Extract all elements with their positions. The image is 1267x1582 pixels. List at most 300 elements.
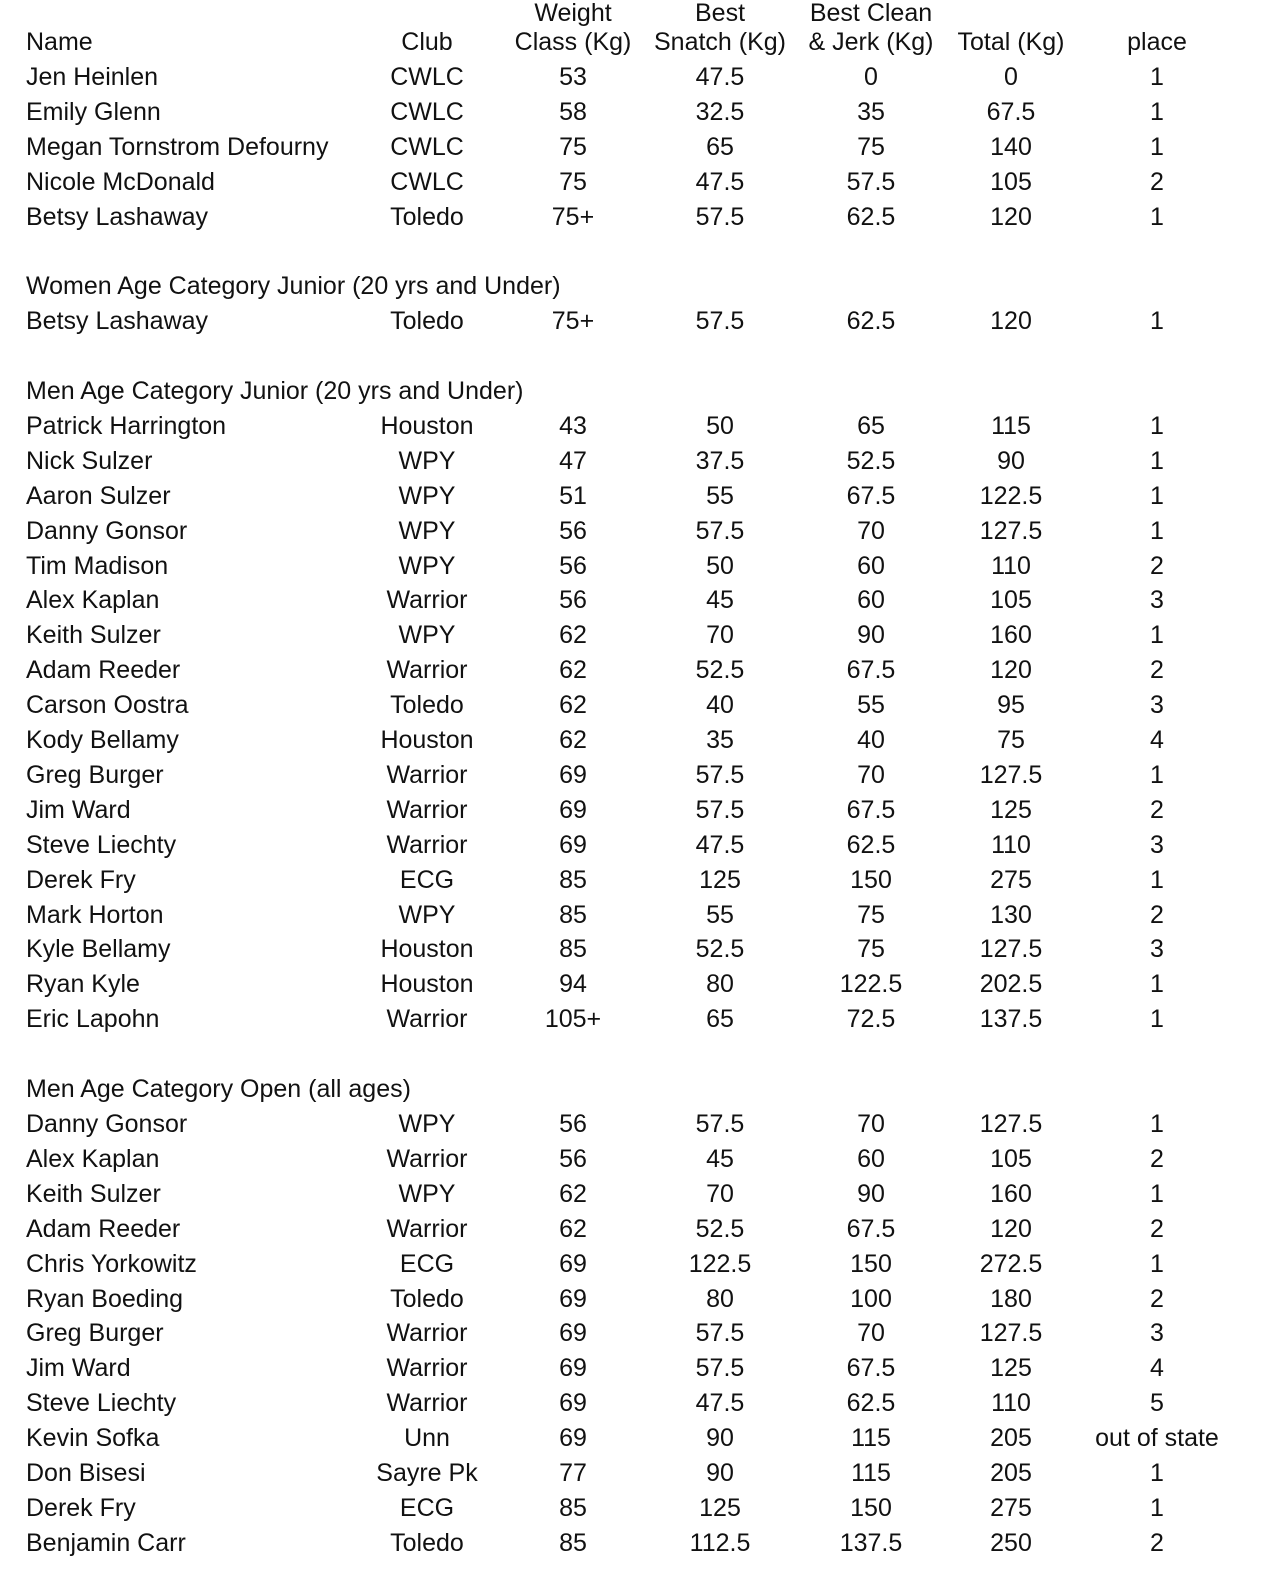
cell-club: Warrior bbox=[386, 1005, 468, 1033]
section-title: Men Age Category Open (all ages) bbox=[26, 1075, 411, 1103]
table-row bbox=[0, 690, 1267, 725]
cell-name: Alex Kaplan bbox=[26, 586, 160, 614]
cell-name: Kyle Bellamy bbox=[26, 935, 171, 963]
cell-clean-jerk: 35 bbox=[857, 98, 885, 126]
cell-name: Steve Liechty bbox=[26, 1389, 177, 1417]
table-row bbox=[0, 62, 1267, 97]
cell-weight-class: 69 bbox=[559, 1354, 587, 1382]
cell-snatch: 37.5 bbox=[695, 447, 745, 475]
cell-club: CWLC bbox=[390, 98, 464, 126]
cell-place: 3 bbox=[1150, 1319, 1164, 1347]
cell-name: Aaron Sulzer bbox=[26, 482, 171, 510]
cell-snatch: 90 bbox=[706, 1459, 734, 1487]
cell-place: 1 bbox=[1150, 970, 1164, 998]
cell-name: Derek Fry bbox=[26, 1494, 136, 1522]
column-headers bbox=[0, 0, 1267, 60]
table-row bbox=[0, 620, 1267, 655]
cell-name: Don Bisesi bbox=[26, 1459, 146, 1487]
cell-place: 3 bbox=[1150, 831, 1164, 859]
cell-clean-jerk: 72.5 bbox=[846, 1005, 896, 1033]
cell-snatch: 40 bbox=[706, 691, 734, 719]
cell-total: 125 bbox=[990, 796, 1032, 824]
cell-weight-class: 69 bbox=[559, 831, 587, 859]
cell-total: 120 bbox=[990, 203, 1032, 231]
cell-total: 120 bbox=[990, 1215, 1032, 1243]
cell-weight-class: 47 bbox=[559, 447, 587, 475]
cell-total: 67.5 bbox=[986, 98, 1036, 126]
cell-snatch: 52.5 bbox=[695, 935, 745, 963]
cell-weight-class: 69 bbox=[559, 796, 587, 824]
cell-name: Greg Burger bbox=[26, 1319, 164, 1347]
cell-place: 2 bbox=[1150, 168, 1164, 196]
table-row bbox=[0, 1214, 1267, 1249]
header-club: Club bbox=[401, 28, 453, 56]
table-row bbox=[0, 97, 1267, 132]
table-row bbox=[0, 481, 1267, 516]
cell-club: Warrior bbox=[386, 796, 468, 824]
cell-clean-jerk: 137.5 bbox=[839, 1529, 903, 1557]
table-row bbox=[0, 1388, 1267, 1423]
cell-place: 1 bbox=[1150, 98, 1164, 126]
cell-snatch: 57.5 bbox=[695, 1319, 745, 1347]
cell-clean-jerk: 65 bbox=[857, 412, 885, 440]
cell-name: Kevin Sofka bbox=[26, 1424, 160, 1452]
cell-weight-class: 62 bbox=[559, 726, 587, 754]
cell-total: 127.5 bbox=[979, 1319, 1043, 1347]
cell-snatch: 47.5 bbox=[695, 63, 745, 91]
cell-weight-class: 56 bbox=[559, 552, 587, 580]
cell-weight-class: 58 bbox=[559, 98, 587, 126]
cell-name: Keith Sulzer bbox=[26, 1180, 161, 1208]
cell-total: 110 bbox=[991, 552, 1031, 580]
cell-place: 1 bbox=[1150, 1110, 1164, 1138]
cell-name: Derek Fry bbox=[26, 866, 136, 894]
cell-snatch: 90 bbox=[706, 1424, 734, 1452]
cell-total: 110 bbox=[991, 1389, 1031, 1417]
cell-club: Warrior bbox=[386, 1319, 468, 1347]
cell-weight-class: 62 bbox=[559, 1215, 587, 1243]
cell-name: Emily Glenn bbox=[26, 98, 161, 126]
table-row bbox=[0, 1109, 1267, 1144]
cell-place: 1 bbox=[1150, 307, 1164, 335]
cell-place: 1 bbox=[1150, 133, 1164, 161]
cell-clean-jerk: 67.5 bbox=[846, 1215, 896, 1243]
table-row bbox=[0, 655, 1267, 690]
table-row bbox=[0, 202, 1267, 237]
table-row bbox=[0, 1144, 1267, 1179]
cell-name: Alex Kaplan bbox=[26, 1145, 160, 1173]
cell-club: Toledo bbox=[390, 691, 464, 719]
cell-place: 2 bbox=[1150, 1529, 1164, 1557]
cell-clean-jerk: 150 bbox=[850, 866, 892, 894]
cell-name: Danny Gonsor bbox=[26, 517, 188, 545]
cell-weight-class: 75 bbox=[559, 133, 587, 161]
cell-place: 1 bbox=[1150, 1180, 1164, 1208]
cell-weight-class: 56 bbox=[559, 1110, 587, 1138]
cell-weight-class: 85 bbox=[559, 1494, 587, 1522]
cell-snatch: 65 bbox=[706, 133, 734, 161]
cell-total: 137.5 bbox=[979, 1005, 1043, 1033]
cell-total: 250 bbox=[990, 1529, 1032, 1557]
table-row bbox=[0, 1458, 1267, 1493]
cell-club: Houston bbox=[380, 935, 474, 963]
cell-clean-jerk: 57.5 bbox=[846, 168, 896, 196]
cell-place: 1 bbox=[1150, 1005, 1164, 1033]
table-row bbox=[0, 969, 1267, 1004]
cell-total: 125 bbox=[990, 1354, 1032, 1382]
table-row bbox=[0, 1179, 1267, 1214]
cell-place: 1 bbox=[1150, 1250, 1164, 1278]
cell-club: CWLC bbox=[390, 133, 464, 161]
cell-clean-jerk: 62.5 bbox=[846, 831, 896, 859]
cell-place: 2 bbox=[1150, 1215, 1164, 1243]
cell-clean-jerk: 67.5 bbox=[846, 1354, 896, 1382]
cell-club: WPY bbox=[398, 901, 456, 929]
cell-weight-class: 69 bbox=[559, 761, 587, 789]
cell-name: Nick Sulzer bbox=[26, 447, 153, 475]
table-row bbox=[0, 306, 1267, 341]
table-row bbox=[0, 865, 1267, 900]
cell-name: Danny Gonsor bbox=[26, 1110, 188, 1138]
cell-clean-jerk: 70 bbox=[857, 517, 885, 545]
cell-name: Chris Yorkowitz bbox=[26, 1250, 197, 1278]
cell-club: WPY bbox=[398, 482, 456, 510]
cell-club: WPY bbox=[398, 621, 456, 649]
cell-snatch: 45 bbox=[706, 586, 734, 614]
cell-snatch: 45 bbox=[706, 1145, 734, 1173]
cell-weight-class: 62 bbox=[559, 656, 587, 684]
cell-place: 1 bbox=[1150, 1459, 1164, 1487]
cell-weight-class: 75 bbox=[559, 168, 587, 196]
cell-weight-class: 56 bbox=[559, 1145, 587, 1173]
cell-clean-jerk: 62.5 bbox=[846, 203, 896, 231]
cell-total: 90 bbox=[997, 447, 1025, 475]
table-row bbox=[0, 1528, 1267, 1563]
cell-snatch: 52.5 bbox=[695, 1215, 745, 1243]
cell-name: Eric Lapohn bbox=[26, 1005, 160, 1033]
cell-club: Houston bbox=[380, 412, 474, 440]
cell-place: 1 bbox=[1150, 761, 1164, 789]
cell-total: 160 bbox=[990, 1180, 1032, 1208]
cell-clean-jerk: 67.5 bbox=[846, 796, 896, 824]
table-row bbox=[0, 516, 1267, 551]
cell-place: 2 bbox=[1150, 1145, 1164, 1173]
table-row bbox=[0, 795, 1267, 830]
cell-name: Kody Bellamy bbox=[26, 726, 179, 754]
cell-weight-class: 105+ bbox=[544, 1005, 602, 1033]
cell-club: Toledo bbox=[390, 203, 464, 231]
header-clean-jerk-line1: Best Clean bbox=[809, 0, 933, 27]
cell-club: WPY bbox=[398, 552, 456, 580]
table-row bbox=[0, 1318, 1267, 1353]
cell-place: 1 bbox=[1150, 203, 1164, 231]
cell-name: Greg Burger bbox=[26, 761, 164, 789]
table-row bbox=[0, 934, 1267, 969]
cell-club: WPY bbox=[398, 447, 456, 475]
cell-club: ECG bbox=[399, 866, 455, 894]
cell-club: Warrior bbox=[386, 1215, 468, 1243]
table-row bbox=[0, 1249, 1267, 1284]
cell-snatch: 112.5 bbox=[689, 1529, 751, 1557]
header-clean-jerk-line2: & Jerk (Kg) bbox=[808, 28, 934, 56]
cell-total: 205 bbox=[990, 1424, 1032, 1452]
cell-weight-class: 85 bbox=[559, 866, 587, 894]
cell-name: Ryan Boeding bbox=[26, 1285, 184, 1313]
table-row bbox=[0, 551, 1267, 586]
cell-club: Warrior bbox=[386, 586, 468, 614]
cell-place: 1 bbox=[1150, 412, 1164, 440]
cell-total: 275 bbox=[990, 866, 1032, 894]
cell-club: ECG bbox=[399, 1250, 455, 1278]
table-row bbox=[0, 446, 1267, 481]
cell-clean-jerk: 122.5 bbox=[839, 970, 903, 998]
cell-clean-jerk: 90 bbox=[857, 621, 885, 649]
cell-snatch: 35 bbox=[706, 726, 734, 754]
cell-place: 3 bbox=[1150, 586, 1164, 614]
cell-snatch: 32.5 bbox=[695, 98, 745, 126]
cell-total: 140 bbox=[990, 133, 1032, 161]
cell-total: 120 bbox=[990, 307, 1032, 335]
cell-club: ECG bbox=[399, 1494, 455, 1522]
cell-club: Houston bbox=[380, 726, 474, 754]
cell-snatch: 65 bbox=[706, 1005, 734, 1033]
cell-total: 202.5 bbox=[979, 970, 1043, 998]
cell-weight-class: 56 bbox=[559, 517, 587, 545]
header-name: Name bbox=[26, 28, 93, 56]
cell-club: Warrior bbox=[386, 761, 468, 789]
cell-club: Warrior bbox=[386, 831, 468, 859]
cell-place: 3 bbox=[1150, 691, 1164, 719]
cell-snatch: 50 bbox=[706, 552, 734, 580]
cell-total: 105 bbox=[990, 586, 1032, 614]
cell-name: Jim Ward bbox=[26, 1354, 131, 1382]
cell-snatch: 80 bbox=[706, 970, 734, 998]
cell-total: 110 bbox=[991, 831, 1031, 859]
cell-place: 1 bbox=[1150, 866, 1164, 894]
table-row bbox=[0, 1284, 1267, 1319]
cell-weight-class: 43 bbox=[559, 412, 587, 440]
cell-club: WPY bbox=[398, 517, 456, 545]
cell-name: Betsy Lashaway bbox=[26, 307, 209, 335]
cell-total: 0 bbox=[1004, 63, 1018, 91]
cell-clean-jerk: 40 bbox=[857, 726, 885, 754]
cell-snatch: 55 bbox=[706, 482, 734, 510]
cell-snatch: 47.5 bbox=[695, 1389, 745, 1417]
cell-name: Benjamin Carr bbox=[26, 1529, 186, 1557]
cell-weight-class: 85 bbox=[559, 935, 587, 963]
cell-total: 180 bbox=[990, 1285, 1032, 1313]
header-snatch-line2: Snatch (Kg) bbox=[653, 28, 786, 56]
cell-club: Warrior bbox=[386, 1354, 468, 1382]
cell-club: Toledo bbox=[390, 307, 464, 335]
cell-total: 105 bbox=[990, 1145, 1032, 1173]
cell-total: 127.5 bbox=[979, 1110, 1043, 1138]
cell-name: Mark Horton bbox=[26, 901, 164, 929]
table-row bbox=[0, 585, 1267, 620]
cell-name: Nicole McDonald bbox=[26, 168, 215, 196]
header-total: Total (Kg) bbox=[957, 28, 1065, 56]
cell-place: 1 bbox=[1150, 517, 1164, 545]
cell-weight-class: 69 bbox=[559, 1424, 587, 1452]
cell-name: Betsy Lashaway bbox=[26, 203, 209, 231]
cell-club: CWLC bbox=[390, 168, 464, 196]
cell-total: 160 bbox=[990, 621, 1032, 649]
cell-place: out of state bbox=[1095, 1424, 1219, 1452]
cell-name: Carson Oostra bbox=[26, 691, 189, 719]
cell-clean-jerk: 70 bbox=[857, 1110, 885, 1138]
cell-snatch: 50 bbox=[706, 412, 734, 440]
cell-weight-class: 51 bbox=[559, 482, 587, 510]
table-row bbox=[0, 900, 1267, 935]
cell-clean-jerk: 100 bbox=[850, 1285, 892, 1313]
cell-total: 120 bbox=[990, 656, 1032, 684]
cell-snatch: 122.5 bbox=[688, 1250, 752, 1278]
cell-name: Adam Reeder bbox=[26, 1215, 181, 1243]
cell-total: 275 bbox=[990, 1494, 1032, 1522]
cell-clean-jerk: 60 bbox=[857, 586, 885, 614]
cell-weight-class: 69 bbox=[559, 1285, 587, 1313]
cell-total: 205 bbox=[990, 1459, 1032, 1487]
cell-clean-jerk: 90 bbox=[857, 1180, 885, 1208]
cell-club: Houston bbox=[380, 970, 474, 998]
cell-name: Jim Ward bbox=[26, 796, 131, 824]
cell-place: 2 bbox=[1150, 901, 1164, 929]
cell-snatch: 57.5 bbox=[695, 796, 745, 824]
cell-snatch: 57.5 bbox=[695, 517, 745, 545]
cell-name: Keith Sulzer bbox=[26, 621, 161, 649]
cell-weight-class: 75+ bbox=[551, 203, 595, 231]
cell-clean-jerk: 55 bbox=[857, 691, 885, 719]
cell-weight-class: 85 bbox=[559, 901, 587, 929]
cell-total: 127.5 bbox=[979, 517, 1043, 545]
cell-total: 130 bbox=[990, 901, 1032, 929]
cell-weight-class: 62 bbox=[559, 1180, 587, 1208]
cell-weight-class: 62 bbox=[559, 691, 587, 719]
cell-total: 95 bbox=[997, 691, 1025, 719]
table-row bbox=[0, 760, 1267, 795]
cell-club: Warrior bbox=[386, 656, 468, 684]
table-row bbox=[0, 830, 1267, 865]
cell-snatch: 55 bbox=[706, 901, 734, 929]
cell-snatch: 57.5 bbox=[695, 1110, 745, 1138]
cell-clean-jerk: 0 bbox=[864, 63, 878, 91]
cell-club: WPY bbox=[398, 1110, 456, 1138]
cell-name: Tim Madison bbox=[26, 552, 169, 580]
cell-weight-class: 85 bbox=[559, 1529, 587, 1557]
cell-clean-jerk: 70 bbox=[857, 1319, 885, 1347]
cell-clean-jerk: 67.5 bbox=[846, 482, 896, 510]
header-place: place bbox=[1127, 28, 1187, 56]
cell-weight-class: 69 bbox=[559, 1319, 587, 1347]
cell-clean-jerk: 70 bbox=[857, 761, 885, 789]
cell-name: Patrick Harrington bbox=[26, 412, 227, 440]
cell-club: Toledo bbox=[390, 1529, 464, 1557]
cell-weight-class: 75+ bbox=[551, 307, 595, 335]
cell-place: 1 bbox=[1150, 1494, 1164, 1522]
cell-place: 1 bbox=[1150, 621, 1164, 649]
header-snatch-line1: Best bbox=[694, 0, 746, 27]
cell-club: Warrior bbox=[386, 1389, 468, 1417]
section-title: Women Age Category Junior (20 yrs and Under) bbox=[26, 272, 561, 300]
cell-snatch: 47.5 bbox=[695, 831, 745, 859]
header-weight-class-line1: Weight bbox=[534, 0, 612, 27]
cell-weight-class: 62 bbox=[559, 621, 587, 649]
cell-place: 2 bbox=[1150, 1285, 1164, 1313]
cell-clean-jerk: 60 bbox=[857, 1145, 885, 1173]
table-row bbox=[0, 411, 1267, 446]
cell-club: Warrior bbox=[386, 1145, 468, 1173]
cell-total: 105 bbox=[990, 168, 1032, 196]
header-weight-class-line2: Class (Kg) bbox=[514, 28, 632, 56]
cell-club: Unn bbox=[404, 1424, 450, 1452]
cell-name: Jen Heinlen bbox=[26, 63, 159, 91]
cell-weight-class: 77 bbox=[559, 1459, 587, 1487]
cell-clean-jerk: 115 bbox=[851, 1424, 891, 1452]
cell-clean-jerk: 67.5 bbox=[846, 656, 896, 684]
cell-place: 1 bbox=[1150, 447, 1164, 475]
cell-place: 2 bbox=[1150, 656, 1164, 684]
cell-snatch: 80 bbox=[706, 1285, 734, 1313]
cell-clean-jerk: 150 bbox=[850, 1250, 892, 1278]
cell-weight-class: 69 bbox=[559, 1389, 587, 1417]
cell-clean-jerk: 60 bbox=[857, 552, 885, 580]
cell-total: 75 bbox=[997, 726, 1025, 754]
cell-place: 2 bbox=[1150, 552, 1164, 580]
cell-snatch: 57.5 bbox=[695, 761, 745, 789]
cell-weight-class: 94 bbox=[559, 970, 587, 998]
cell-place: 1 bbox=[1150, 482, 1164, 510]
cell-clean-jerk: 62.5 bbox=[846, 307, 896, 335]
cell-name: Steve Liechty bbox=[26, 831, 177, 859]
cell-weight-class: 69 bbox=[559, 1250, 587, 1278]
cell-total: 272.5 bbox=[979, 1250, 1043, 1278]
cell-weight-class: 56 bbox=[559, 586, 587, 614]
table-row bbox=[0, 1353, 1267, 1388]
cell-total: 122.5 bbox=[979, 482, 1043, 510]
cell-clean-jerk: 62.5 bbox=[846, 1389, 896, 1417]
cell-place: 5 bbox=[1150, 1389, 1164, 1417]
cell-place: 2 bbox=[1150, 796, 1164, 824]
cell-place: 3 bbox=[1150, 935, 1164, 963]
cell-place: 4 bbox=[1150, 726, 1164, 754]
table-row bbox=[0, 725, 1267, 760]
cell-snatch: 125 bbox=[699, 866, 741, 894]
cell-club: Toledo bbox=[390, 1285, 464, 1313]
table-row bbox=[0, 167, 1267, 202]
cell-snatch: 125 bbox=[699, 1494, 741, 1522]
cell-weight-class: 53 bbox=[559, 63, 587, 91]
table-row bbox=[0, 132, 1267, 167]
cell-clean-jerk: 75 bbox=[857, 133, 885, 161]
cell-snatch: 47.5 bbox=[695, 168, 745, 196]
cell-clean-jerk: 115 bbox=[851, 1459, 891, 1487]
cell-club: WPY bbox=[398, 1180, 456, 1208]
cell-clean-jerk: 75 bbox=[857, 935, 885, 963]
cell-total: 115 bbox=[991, 412, 1031, 440]
section-title: Men Age Category Junior (20 yrs and Under) bbox=[26, 377, 524, 405]
cell-name: Ryan Kyle bbox=[26, 970, 140, 998]
cell-clean-jerk: 150 bbox=[850, 1494, 892, 1522]
cell-snatch: 57.5 bbox=[695, 307, 745, 335]
cell-total: 127.5 bbox=[979, 761, 1043, 789]
cell-place: 1 bbox=[1150, 63, 1164, 91]
cell-snatch: 57.5 bbox=[695, 1354, 745, 1382]
cell-snatch: 70 bbox=[706, 621, 734, 649]
table-row bbox=[0, 1493, 1267, 1528]
cell-club: CWLC bbox=[390, 63, 464, 91]
cell-snatch: 57.5 bbox=[695, 203, 745, 231]
cell-clean-jerk: 52.5 bbox=[846, 447, 896, 475]
